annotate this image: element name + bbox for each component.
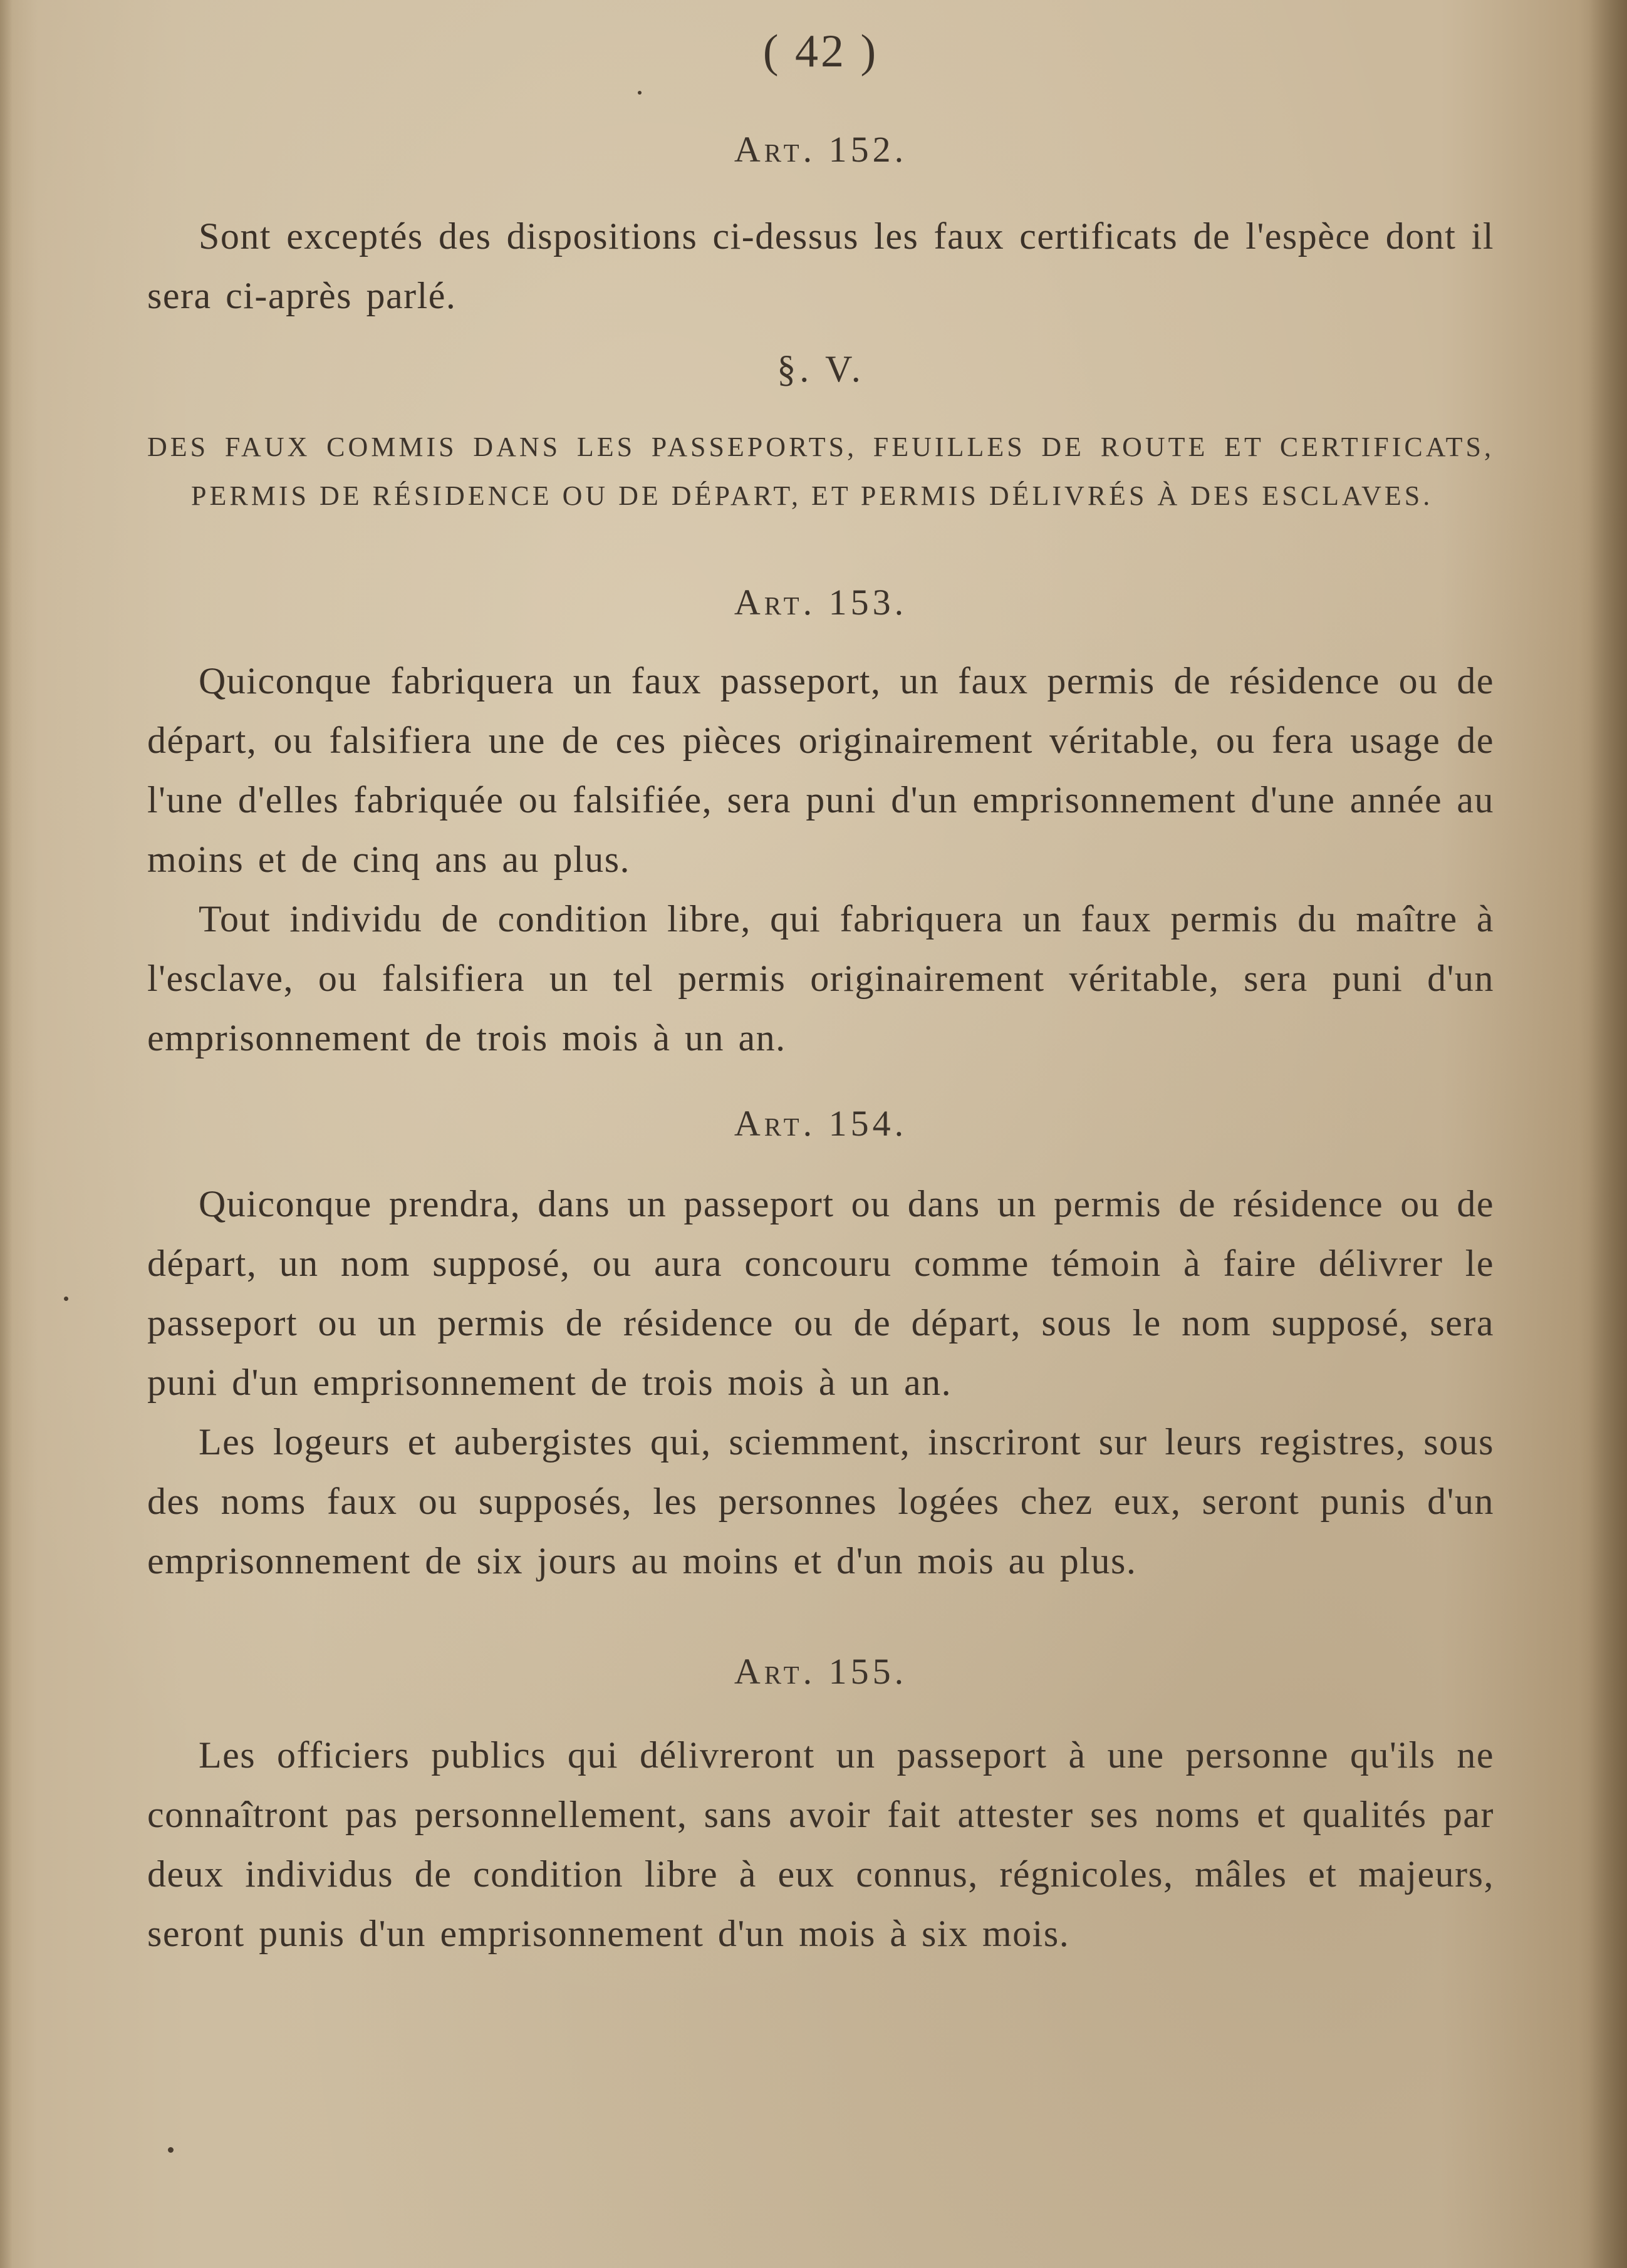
article-153-paragraph-2: Tout individu de condition libre, qui fabriquera un faux permis du maître à l'esclave, ou falsifiera un tel permis originairement véritable, sera puni d'un emprisonnement de trois mois à un an. bbox=[147, 898, 1494, 1059]
section-title: DES FAUX COMMIS DANS LES PASSEPORTS, FEUILLES DE ROUTE ET CERTIFICATS, PERMIS DE RÉSIDENCE OU DE DÉPART, ET PERMIS DÉLIVRÉS À DES ESCLAVES. bbox=[147, 432, 1494, 511]
article-154-paragraph-1: Quiconque prendra, dans un passeport ou dans un permis de résidence ou de départ, un nom supposé, ou aura concouru comme témoin à faire délivrer le passeport ou un permis de résidence ou de départ, sous le nom supposé, sera puni d'un emprisonnement de trois mois à un an. bbox=[147, 1183, 1494, 1403]
article-155-heading: Art. 155. bbox=[734, 1651, 908, 1692]
article-154-paragraph-2: Les logeurs et aubergistes qui, sciemment, inscriront sur leurs registres, sous des noms faux ou supposés, les personnes logées chez eux, seront punis d'un emprisonnement de six jours au moins et d'un mois au plus. bbox=[147, 1421, 1494, 1582]
ink-speck bbox=[638, 91, 642, 95]
article-152-paragraph-1: Sont exceptés des dispositions ci-dessus les faux certificats de l'espèce dont il sera ci-après parlé. bbox=[147, 215, 1494, 316]
page-number: ( 42 ) bbox=[762, 26, 879, 77]
article-153-paragraph-1: Quiconque fabriquera un faux passeport, un faux permis de résidence ou de départ, ou falsifiera une de ces pièces originairement véritable, ou fera usage de l'une d'elles fabriquée ou falsifiée, sera puni d'un emprisonnement d'une année au moins et de cinq ans au plus. bbox=[147, 660, 1494, 880]
page-gutter-shadow bbox=[0, 0, 13, 2268]
article-153-heading: Art. 153. bbox=[734, 582, 908, 623]
section-mark: §. V. bbox=[777, 348, 865, 390]
article-155-paragraph-1: Les officiers publics qui délivreront un passeport à une personne qu'ils ne connaîtront pas personnellement, sans avoir fait attester ses noms et qualités par deux individus de condition libre à eux connus, régnicoles, mâles et majeurs, seront punis d'un emprisonnement d'un mois à six mois. bbox=[147, 1734, 1494, 1954]
ink-speck bbox=[168, 2147, 174, 2153]
page-edge-shadow bbox=[1589, 0, 1627, 2268]
article-152-heading: Art. 152. bbox=[734, 129, 908, 170]
article-154-heading: Art. 154. bbox=[734, 1103, 908, 1144]
ink-speck bbox=[64, 1297, 68, 1301]
